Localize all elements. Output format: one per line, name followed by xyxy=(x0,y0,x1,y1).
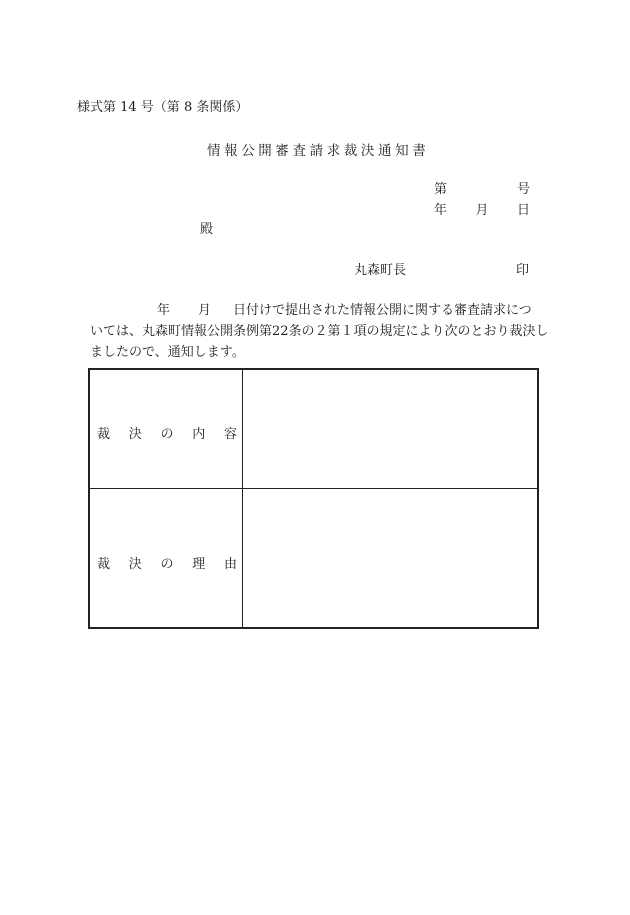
decision-table xyxy=(88,368,539,629)
label-char: 裁 xyxy=(97,427,111,442)
document-title: 情報公開審査請求裁決通知書 xyxy=(207,143,430,159)
document-number-line xyxy=(434,183,530,196)
notice-body xyxy=(90,300,560,363)
label-char: 容 xyxy=(223,427,237,442)
body-line-2: いては、丸森町情報公開条例第22条の２第１項の規定により次のとおり裁決し xyxy=(90,324,549,339)
label-char: 裁 xyxy=(97,557,111,572)
label-char: の xyxy=(160,427,174,442)
date-month: 月 xyxy=(475,203,489,218)
seal-mark: 印 xyxy=(516,263,530,278)
decision-content-label xyxy=(97,423,237,442)
label-char: 決 xyxy=(128,427,142,442)
table-row-divider xyxy=(90,488,537,489)
issuer-title: 丸森町長 xyxy=(354,263,407,278)
date-year: 年 xyxy=(434,203,448,218)
body-year: 年 xyxy=(157,303,171,318)
table-column-divider xyxy=(242,370,243,627)
body-line-1 xyxy=(90,300,560,321)
decision-reason-label xyxy=(97,553,237,572)
label-char: 内 xyxy=(192,427,206,442)
date-day: 日 xyxy=(516,203,530,218)
label-char: の xyxy=(160,557,174,572)
body-line-1-text: 日付けで提出された情報公開に関する審査請求につ xyxy=(233,303,532,318)
label-char: 理 xyxy=(192,557,206,572)
form-number: 様式第 14 号（第 8 条関係） xyxy=(77,100,249,115)
addressee-honorific: 殿 xyxy=(200,222,214,237)
body-line-3: ましたので、通知します。 xyxy=(90,345,245,360)
number-prefix: 第 xyxy=(434,182,448,197)
number-suffix: 号 xyxy=(516,182,530,197)
document-date-line xyxy=(434,204,530,217)
label-char: 由 xyxy=(223,557,237,572)
body-month: 月 xyxy=(198,303,212,318)
label-char: 決 xyxy=(128,557,142,572)
